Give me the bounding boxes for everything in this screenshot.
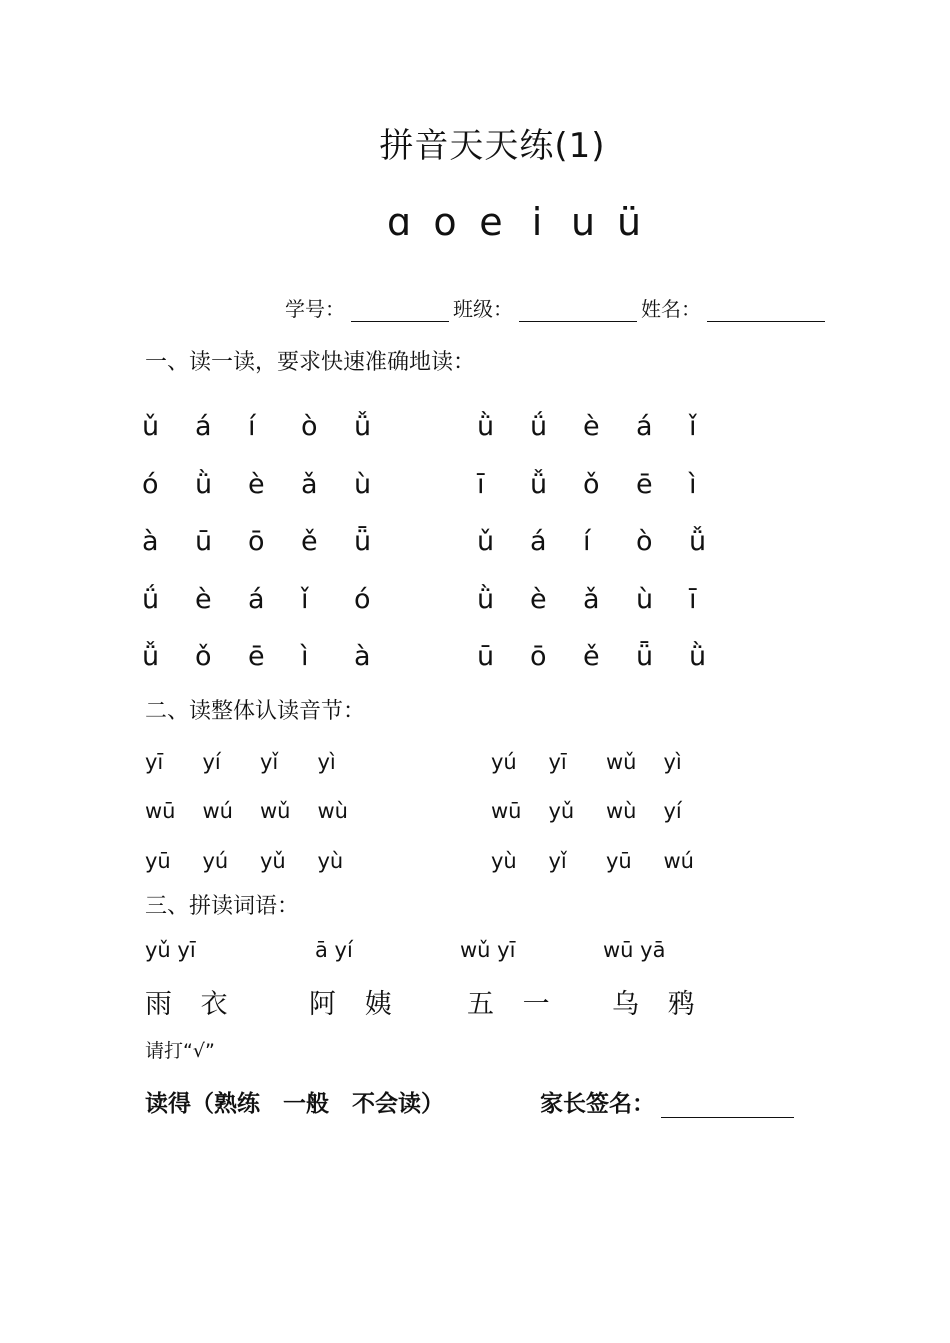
- tone-letter: è: [530, 583, 547, 615]
- tone-letter: è: [195, 583, 212, 615]
- word-hanzi-row: [145, 982, 732, 1021]
- syllable: yù: [491, 848, 517, 873]
- tone-letter: á: [636, 411, 653, 443]
- syllable: wǔ: [606, 749, 637, 774]
- student-id-label: 学号：: [285, 297, 345, 321]
- tone-letter: ì: [689, 468, 697, 500]
- page-title: 拼音天天练(1): [379, 126, 606, 166]
- tone-letter: ū: [477, 641, 495, 673]
- word-hanzi: 五 一: [467, 989, 560, 1020]
- section1-heading: 一、读一读，要求快速准确地读：: [145, 350, 476, 375]
- tone-letter: ù: [354, 468, 372, 500]
- tone-letter: í: [583, 526, 591, 558]
- syllable: yī: [145, 749, 164, 774]
- syllable: yí: [663, 799, 682, 824]
- tone-letter: ǚ: [689, 526, 707, 558]
- tone-letter: ó: [142, 468, 159, 500]
- vowel: i: [531, 200, 543, 244]
- name-blank[interactable]: [707, 301, 825, 322]
- tone-letter: ē: [248, 641, 265, 673]
- tone-letter: è: [248, 468, 265, 500]
- tone-letter: ǎ: [583, 583, 600, 615]
- tone-letter: ǜ: [689, 641, 707, 673]
- syllable: wú: [663, 848, 694, 873]
- tone-letter: ù: [636, 583, 654, 615]
- tone-letter: ǎ: [301, 468, 318, 500]
- word-hanzi: 雨 衣: [145, 989, 238, 1020]
- tone-row: [142, 398, 742, 456]
- section2-heading: 二、读整体认读音节：: [145, 699, 366, 724]
- syllable: yǐ: [548, 848, 567, 873]
- tone-letter: ǚ: [530, 468, 548, 500]
- tone-letter: ǖ: [354, 526, 372, 558]
- syllable: yū: [606, 848, 632, 873]
- tone-row: [142, 513, 742, 571]
- tone-row: [142, 628, 742, 686]
- syllable: yì: [663, 749, 682, 774]
- student-info: [285, 293, 829, 322]
- parent-sign-blank[interactable]: [661, 1095, 794, 1118]
- name-label: 姓名：: [641, 297, 701, 321]
- tone-letter: ǜ: [477, 411, 495, 443]
- tone-row: [142, 456, 742, 514]
- syllable: yī: [548, 749, 567, 774]
- syllable: yǐ: [260, 749, 279, 774]
- tone-letter: à: [142, 526, 159, 558]
- vowel: e: [479, 200, 503, 244]
- section3-heading: 三、拼读词语：: [145, 894, 300, 919]
- word-pinyin: wǔ yī: [460, 938, 516, 962]
- syllable-grid: [145, 737, 721, 886]
- syllable: yū: [145, 848, 171, 873]
- word-pinyin-row: [145, 938, 723, 962]
- tone-letter: ǜ: [477, 583, 495, 615]
- vowel-list: [376, 200, 652, 244]
- class-blank[interactable]: [519, 301, 637, 322]
- tone-letter: á: [530, 526, 547, 558]
- vowel: u: [570, 200, 596, 244]
- tone-letter: ǒ: [583, 468, 600, 500]
- tone-letter: è: [583, 411, 600, 443]
- word-hanzi: 乌 鸦: [612, 989, 705, 1020]
- tone-letter: à: [354, 641, 371, 673]
- syllable: wú: [202, 799, 233, 824]
- tone-letter: ē: [636, 468, 653, 500]
- tone-letter: ǘ: [142, 583, 160, 615]
- word-pinyin: yǔ yī: [145, 938, 196, 962]
- syllable: yù: [317, 848, 344, 873]
- vowel: ü: [616, 200, 642, 244]
- word-pinyin: wū yā: [603, 938, 666, 962]
- footer-line: [145, 1085, 798, 1118]
- vowel: o: [433, 200, 457, 244]
- tone-letter: ě: [301, 526, 318, 558]
- tone-letter: ǖ: [636, 641, 654, 673]
- syllable-row: [145, 836, 721, 886]
- parent-sign-label: 家长签名：: [540, 1091, 655, 1117]
- syllable: wū: [491, 799, 522, 824]
- tone-letter: ó: [354, 583, 371, 615]
- syllable: yú: [491, 749, 517, 774]
- syllable: yǔ: [260, 848, 286, 873]
- tone-letter: ě: [583, 641, 600, 673]
- syllable: yì: [317, 749, 336, 774]
- tone-letter: ǚ: [354, 411, 372, 443]
- tone-letter: ǔ: [477, 526, 495, 558]
- syllable: wù: [317, 799, 348, 824]
- tone-letter: í: [248, 411, 256, 443]
- tone-letter: ò: [301, 411, 318, 443]
- tone-letter: ǘ: [530, 411, 548, 443]
- tone-letter: ǐ: [689, 411, 697, 443]
- tone-letter: á: [195, 411, 212, 443]
- word-pinyin: ā yí: [315, 938, 353, 962]
- tone-letter: ī: [689, 583, 697, 615]
- vowel: ɑ: [386, 200, 412, 244]
- tone-letter: ǔ: [142, 411, 160, 443]
- tone-letter: ǒ: [195, 641, 212, 673]
- check-note: 请打“√”: [145, 1040, 215, 1062]
- tone-letter: ì: [301, 641, 309, 673]
- syllable: yǔ: [548, 799, 575, 824]
- syllable: yí: [202, 749, 221, 774]
- tone-letter: ī: [477, 468, 485, 500]
- tone-letter: á: [248, 583, 265, 615]
- word-hanzi: 阿 姨: [309, 989, 402, 1020]
- tone-letter: ò: [636, 526, 653, 558]
- syllable: yú: [202, 848, 229, 873]
- tone-row: [142, 571, 742, 629]
- tone-letter: ō: [248, 526, 265, 558]
- tone-grid: [142, 398, 742, 686]
- tone-letter: ǜ: [195, 468, 213, 500]
- syllable: wù: [606, 799, 637, 824]
- tone-letter: ǚ: [142, 641, 160, 673]
- tone-letter: ǐ: [301, 583, 309, 615]
- syllable: wǔ: [260, 799, 291, 824]
- syllable-row: [145, 737, 721, 787]
- tone-letter: ō: [530, 641, 547, 673]
- student-id-blank[interactable]: [351, 301, 449, 322]
- syllable: wū: [145, 799, 176, 824]
- class-label: 班级：: [453, 297, 513, 321]
- tone-letter: ū: [195, 526, 213, 558]
- syllable-row: [145, 787, 721, 837]
- read-level-label: 读得（熟练 一般 不会读）: [145, 1091, 444, 1117]
